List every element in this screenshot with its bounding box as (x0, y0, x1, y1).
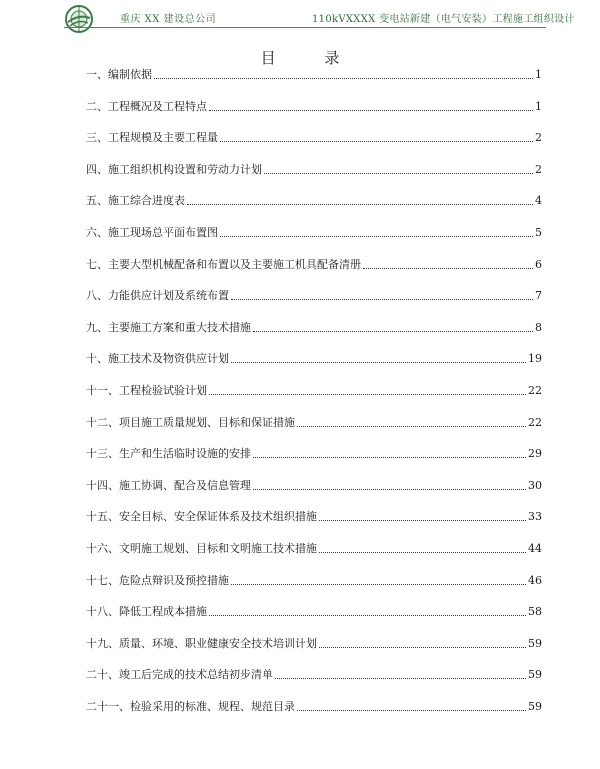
toc-entry[interactable] (86, 321, 542, 335)
toc-leader-dots (209, 394, 526, 395)
toc-entry-page-number: 59 (528, 668, 542, 682)
toc-entry[interactable] (86, 131, 542, 145)
toc-entry-label: 十七、危险点辩识及预控措施 (86, 573, 229, 587)
toc-entry-page-number: 1 (535, 99, 542, 113)
toc-entry-page-number: 6 (535, 257, 542, 271)
toc-entry-label: 二十一、检验采用的标准、规程、规范目录 (86, 700, 295, 713)
toc-entry-page-number: 59 (528, 700, 542, 713)
toc-entry[interactable] (86, 447, 542, 461)
toc-entry-page-number: 2 (535, 162, 542, 176)
toc-entry[interactable] (86, 605, 542, 619)
toc-entry-label: 一、编制依据 (86, 68, 152, 81)
toc-leader-dots (187, 204, 533, 205)
toc-entry-page-number: 4 (535, 194, 542, 208)
toc-entry[interactable] (86, 668, 542, 682)
toc-leader-dots (319, 520, 526, 521)
toc-entry-page-number: 5 (535, 226, 542, 239)
toc-entry-label: 三、工程规模及主要工程量 (86, 131, 218, 145)
toc-entry[interactable] (86, 416, 542, 430)
toc-entry[interactable] (86, 100, 542, 114)
toc-entry[interactable] (86, 574, 542, 588)
toc-entry-page-number: 59 (528, 636, 542, 650)
toc-leader-dots (209, 615, 526, 616)
toc-leader-dots (253, 457, 526, 458)
toc-leader-dots (154, 78, 533, 79)
toc-entry-label: 六、施工现场总平面布置图 (86, 226, 218, 239)
toc-entry-page-number: 58 (528, 605, 542, 619)
toc-entry-page-number: 2 (535, 131, 542, 145)
toc-entry-label: 十九、质量、环境、职业健康安全技术培训计划 (86, 636, 317, 650)
toc-entry-page-number: 1 (535, 68, 542, 81)
toc-entry[interactable] (86, 479, 542, 493)
toc-entry-label: 二十、竣工后完成的技术总结初步清单 (86, 668, 273, 682)
toc-entry[interactable] (86, 384, 542, 398)
toc-entry[interactable] (86, 258, 542, 272)
toc-entry[interactable] (86, 68, 542, 82)
toc-entry-label: 十三、生产和生活临时设施的安排 (86, 447, 251, 461)
toc-entry-label: 五、施工综合进度表 (86, 194, 185, 208)
toc-entry[interactable] (86, 226, 542, 240)
toc-entry-page-number: 33 (528, 510, 542, 524)
toc-entry[interactable] (86, 289, 542, 303)
toc-entry[interactable] (86, 637, 542, 651)
toc-leader-dots (297, 426, 526, 427)
toc-entry-label: 八、力能供应计划及系统布置 (86, 289, 229, 303)
toc-leader-dots (231, 362, 526, 363)
toc-entry[interactable] (86, 352, 542, 366)
toc-leader-dots (297, 710, 526, 711)
header-document-title: 110kVXXXX 变电站新建（电气安装）工程施工组织设计 (312, 14, 575, 25)
toc-leader-dots (275, 678, 526, 679)
toc-leader-dots (220, 236, 533, 237)
toc-entry-page-number: 8 (535, 320, 542, 334)
toc-entry[interactable] (86, 163, 542, 177)
toc-entry-label: 二、工程概况及工程特点 (86, 99, 207, 113)
toc-entry[interactable] (86, 700, 542, 714)
toc-leader-dots (253, 331, 533, 332)
toc-entry-page-number: 46 (528, 573, 542, 587)
company-logo-icon (64, 4, 94, 34)
toc-entry-label: 七、主要大型机械配备和布置以及主要施工机具配备清册 (86, 257, 361, 271)
toc-entry-page-number: 19 (528, 352, 542, 366)
header-company-name: 重庆 XX 建设总公司 (120, 14, 217, 25)
toc-entry-page-number: 29 (528, 447, 542, 461)
toc-leader-dots (220, 141, 533, 142)
toc-entry-page-number: 22 (528, 384, 542, 397)
toc-leader-dots (264, 173, 533, 174)
toc-leader-dots (363, 268, 533, 269)
toc-entry-label: 十一、工程检验试验计划 (86, 384, 207, 397)
toc-leader-dots (231, 299, 533, 300)
toc-leader-dots (319, 647, 526, 648)
toc-entry-label: 十、施工技术及物资供应计划 (86, 352, 229, 366)
header-divider (64, 27, 546, 28)
toc-entry[interactable] (86, 542, 542, 556)
toc-entry-page-number: 7 (535, 289, 542, 303)
toc-entry-label: 十五、安全目标、安全保证体系及技术组织措施 (86, 510, 317, 524)
toc-entry-page-number: 30 (528, 478, 542, 492)
toc-entry-label: 九、主要施工方案和重大技术措施 (86, 320, 251, 334)
toc-entry[interactable] (86, 510, 542, 524)
toc-entry-label: 四、施工组织机构设置和劳动力计划 (86, 162, 262, 176)
toc-entry-page-number: 22 (528, 415, 542, 429)
toc-leader-dots (253, 489, 526, 490)
toc-leader-dots (231, 584, 526, 585)
toc-title: 目 录 (260, 49, 362, 67)
toc-entry-page-number: 44 (528, 542, 542, 555)
toc-entry-label: 十二、项目施工质量规划、目标和保证措施 (86, 415, 295, 429)
toc-entry-label: 十八、降低工程成本措施 (86, 605, 207, 619)
toc-entry-label: 十四、施工协调、配合及信息管理 (86, 478, 251, 492)
toc-entry-label: 十六、文明施工规划、目标和文明施工技术措施 (86, 542, 317, 555)
toc-leader-dots (319, 552, 526, 553)
toc-leader-dots (209, 110, 533, 111)
toc-entry[interactable] (86, 194, 542, 208)
